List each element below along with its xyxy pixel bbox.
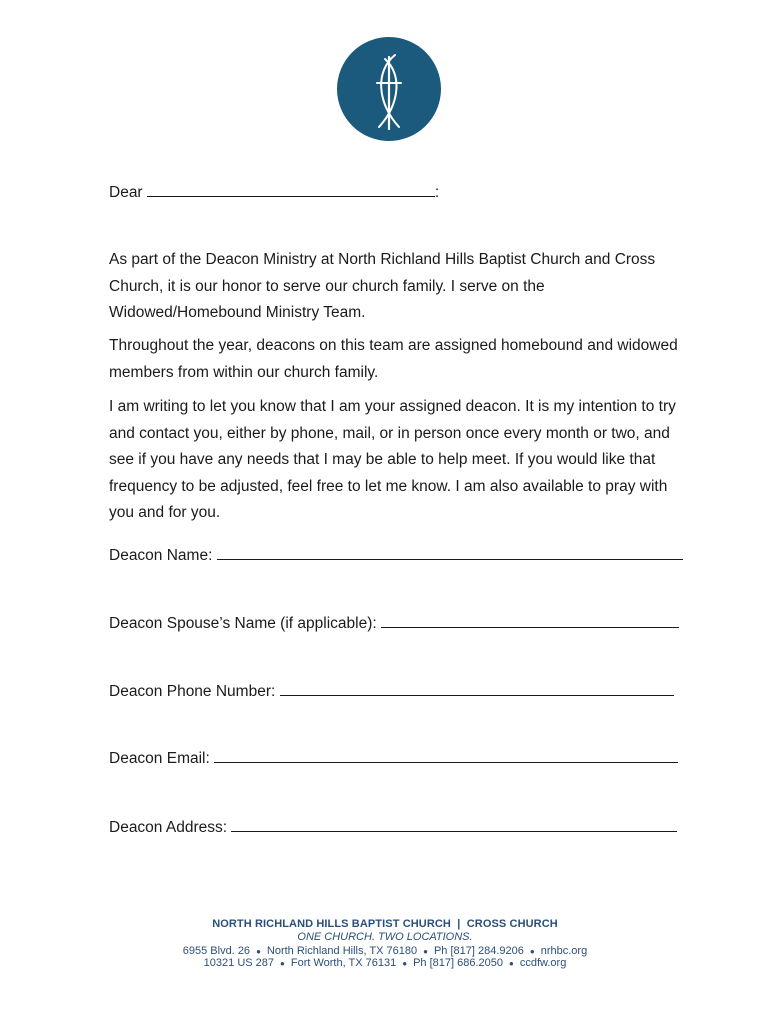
paragraph-intro: As part of the Deacon Ministry at North Richland Hills Baptist Church and Cross Church, it is our honor to serve our church family. I serve on the Widowed/Homebound Ministry Team. xyxy=(109,251,656,321)
phone: Ph [817] 284.9206 xyxy=(433,945,524,957)
bullet-icon: ● xyxy=(256,946,261,956)
cross-fish-icon xyxy=(337,37,441,141)
website-link[interactable]: ccdfw.org xyxy=(519,957,567,969)
deacon-spouse-blank[interactable] xyxy=(381,613,679,628)
bullet-icon: ● xyxy=(509,958,514,968)
recipient-name-blank[interactable] xyxy=(147,182,435,197)
deacon-address-field xyxy=(109,817,677,837)
bullet-icon: ● xyxy=(529,946,535,956)
bullet-icon: ● xyxy=(280,958,285,968)
bullet-icon: ● xyxy=(402,958,408,968)
street: 6955 Blvd. 26 xyxy=(182,945,251,957)
location-fw xyxy=(0,957,770,969)
greeting-prefix: Dear xyxy=(109,184,143,201)
greeting-line xyxy=(109,182,439,202)
field-label: Deacon Email: xyxy=(109,750,210,767)
deacon-email-field xyxy=(109,748,678,768)
field-label: Deacon Name: xyxy=(109,547,213,564)
tagline: ONE CHURCH. TWO LOCATIONS. xyxy=(297,931,473,943)
street: 10321 US 287 xyxy=(203,957,275,969)
greeting-suffix: : xyxy=(434,184,440,201)
deacon-phone-blank[interactable] xyxy=(280,681,674,696)
website-link[interactable]: nrhbc.org xyxy=(540,945,588,957)
deacon-address-blank[interactable] xyxy=(231,817,677,832)
city: Fort Worth, TX 76131 xyxy=(290,957,397,969)
paragraph-contact: I am writing to let you know that I am your assigned deacon. It is my intention to try and contact you, either by phone, mail, or in person once every month or two, and see if you have any needs that I may be able to help meet. If you would like that frequency to be adjusted, feel free to let me know. I am also available to pray with you and for you. xyxy=(109,398,676,521)
letterhead-footer xyxy=(0,918,770,969)
field-label: Deacon Address: xyxy=(109,819,228,836)
deacon-phone-field xyxy=(109,681,674,701)
deacon-spouse-field xyxy=(109,613,679,633)
field-label: Deacon Spouse’s Name (if applicable): xyxy=(109,615,377,632)
org-line: NORTH RICHLAND HILLS BAPTIST CHURCH | CROSS CHURCH xyxy=(212,918,558,930)
deacon-name-field xyxy=(109,545,683,565)
deacon-email-blank[interactable] xyxy=(214,748,678,763)
field-label: Deacon Phone Number: xyxy=(109,683,276,700)
deacon-name-blank[interactable] xyxy=(217,545,683,560)
city: North Richland Hills, TX 76180 xyxy=(266,945,418,957)
church-logo xyxy=(337,37,441,141)
paragraph-assignment: Throughout the year, deacons on this team are assigned homebound and widowed members from within our church family. xyxy=(109,337,678,381)
location-nrh xyxy=(0,945,770,957)
phone: Ph [817] 686.2050 xyxy=(413,957,503,969)
bullet-icon: ● xyxy=(423,946,428,956)
